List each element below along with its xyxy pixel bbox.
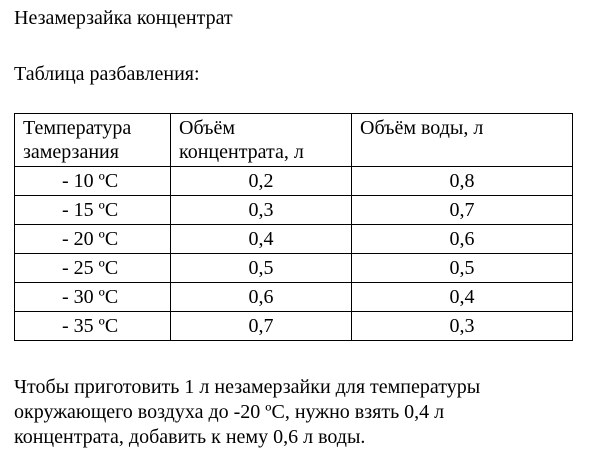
- table-row: [15, 196, 573, 225]
- header-line: концентрата, л: [179, 141, 304, 163]
- instruction-line: Чтобы приготовить 1 л незамерзайки для температуры: [14, 376, 481, 398]
- water-cell: 0,7: [352, 196, 573, 225]
- header-concentrate-volume: [171, 114, 352, 167]
- temperature-cell: - 10 ºС: [15, 167, 171, 196]
- concentrate-cell: 0,5: [171, 254, 352, 283]
- table-row: [15, 312, 573, 341]
- concentrate-cell: 0,6: [171, 283, 352, 312]
- document-title: Незамерзайка концентрат: [14, 7, 233, 29]
- temperature-cell: - 25 ºС: [15, 254, 171, 283]
- water-cell: 0,4: [352, 283, 573, 312]
- concentrate-cell: 0,7: [171, 312, 352, 341]
- table-row: [15, 254, 573, 283]
- table-header: [15, 114, 573, 167]
- header-line: Объём: [179, 117, 235, 139]
- concentrate-cell: 0,4: [171, 225, 352, 254]
- water-cell: 0,6: [352, 225, 573, 254]
- concentrate-cell: 0,2: [171, 167, 352, 196]
- header-line: замерзания: [23, 141, 119, 163]
- temperature-cell: - 30 ºС: [15, 283, 171, 312]
- header-water-volume: [352, 114, 573, 167]
- header-row: [15, 114, 573, 167]
- water-cell: 0,8: [352, 167, 573, 196]
- instruction-paragraph: [14, 375, 589, 450]
- table-row: [15, 225, 573, 254]
- table-row: [15, 283, 573, 312]
- water-cell: 0,3: [352, 312, 573, 341]
- instruction-line: концентрата, добавить к нему 0,6 л воды.: [14, 426, 366, 448]
- table-body: [15, 167, 573, 341]
- header-freezing-temperature: [15, 114, 171, 167]
- dilution-table: [14, 113, 573, 341]
- concentrate-cell: 0,3: [171, 196, 352, 225]
- water-cell: 0,5: [352, 254, 573, 283]
- temperature-cell: - 35 ºС: [15, 312, 171, 341]
- instruction-line: окружающего воздуха до -20 ºС, нужно взять 0,4 л: [14, 401, 445, 423]
- temperature-cell: - 15 ºС: [15, 196, 171, 225]
- header-line: Объём воды, л: [360, 117, 484, 139]
- header-line: Температура: [23, 117, 132, 139]
- table-row: [15, 167, 573, 196]
- temperature-cell: - 20 ºС: [15, 225, 171, 254]
- table-caption: Таблица разбавления:: [14, 63, 200, 85]
